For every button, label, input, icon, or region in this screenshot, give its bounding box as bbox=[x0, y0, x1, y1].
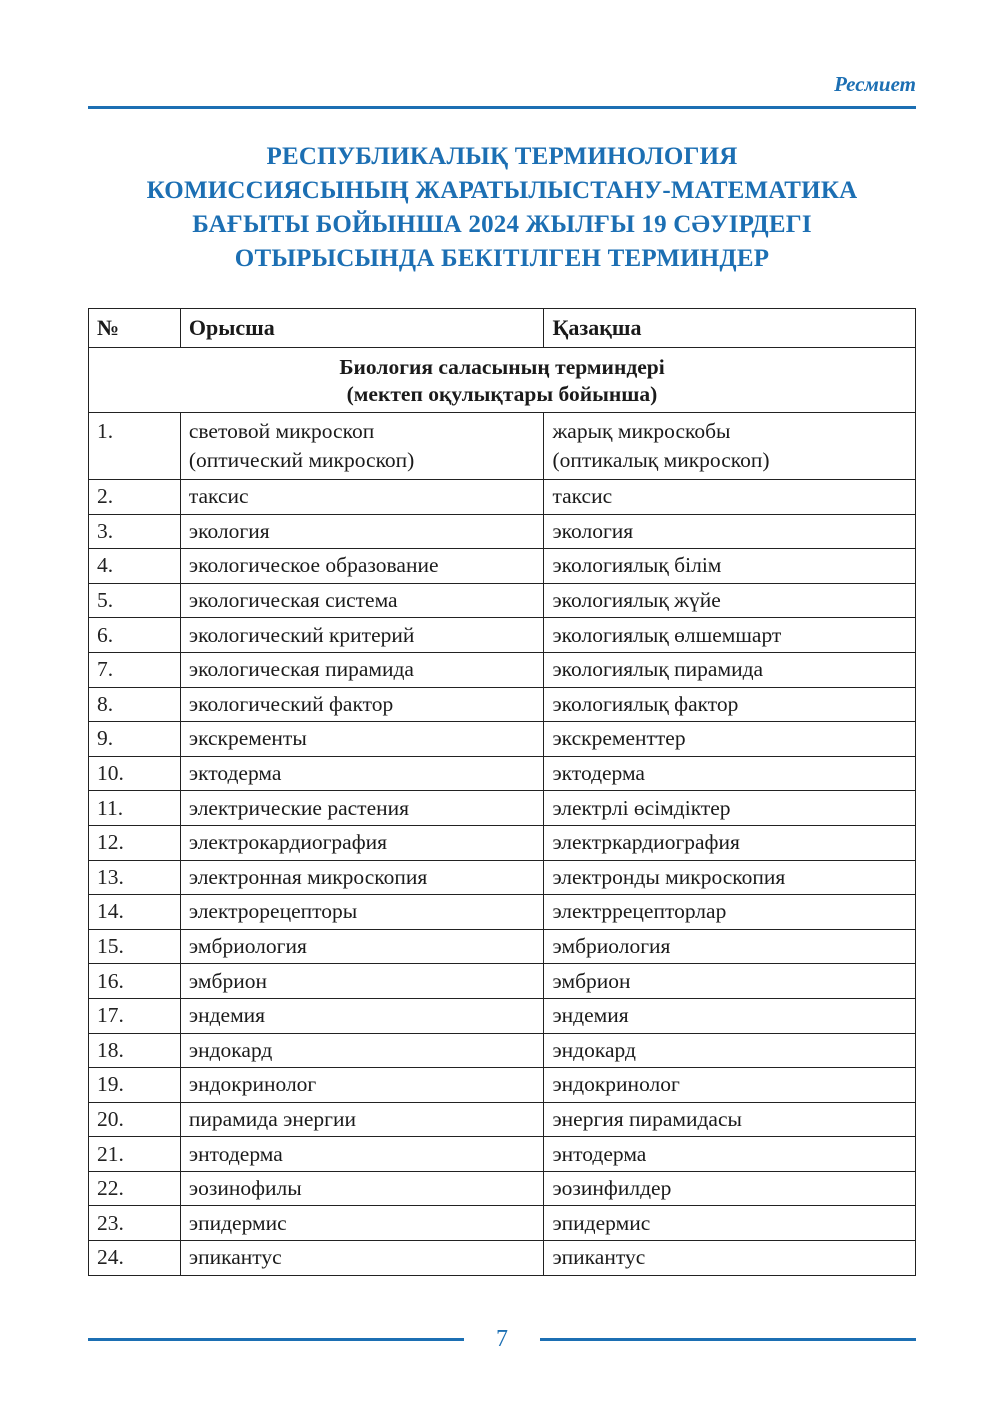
russian-term-line: электрические растения bbox=[188, 795, 410, 820]
kazakh-term bbox=[544, 791, 916, 826]
header-rule bbox=[88, 106, 916, 109]
russian-term bbox=[180, 480, 544, 515]
russian-term bbox=[180, 1171, 544, 1206]
kazakh-term-line: электркардиография bbox=[552, 830, 740, 855]
row-number: 23. bbox=[89, 1206, 181, 1241]
table-row bbox=[89, 1033, 916, 1068]
russian-term bbox=[180, 618, 544, 653]
table-row bbox=[89, 480, 916, 515]
russian-term bbox=[180, 756, 544, 791]
kazakh-term-line: эндокринолог bbox=[552, 1072, 680, 1097]
russian-term-line: экология bbox=[188, 518, 270, 543]
russian-term-line: экологический критерий bbox=[188, 622, 415, 647]
kazakh-term bbox=[544, 549, 916, 584]
russian-term bbox=[180, 895, 544, 930]
table-row bbox=[89, 756, 916, 791]
footer-rule-right bbox=[540, 1338, 916, 1341]
table-row bbox=[89, 1102, 916, 1137]
table-row bbox=[89, 652, 916, 687]
kazakh-term-line: экологиялық фактор bbox=[552, 691, 739, 716]
russian-term-line: эпидермис bbox=[188, 1210, 287, 1235]
row-number: 11. bbox=[89, 791, 181, 826]
row-number: 18. bbox=[89, 1033, 181, 1068]
table-row bbox=[89, 998, 916, 1033]
page-number: 7 bbox=[496, 1326, 508, 1352]
kazakh-term bbox=[544, 722, 916, 757]
column-header-russian: Орысша bbox=[180, 309, 544, 348]
running-head: Ресмиет bbox=[834, 72, 916, 96]
kazakh-term bbox=[544, 1171, 916, 1206]
kazakh-term-line: экскременттер bbox=[552, 726, 686, 751]
table-row bbox=[89, 583, 916, 618]
table-row bbox=[89, 413, 916, 480]
kazakh-term-line: эмбрион bbox=[552, 968, 631, 993]
section-title: Биология саласының терминдері bbox=[339, 355, 665, 379]
russian-term bbox=[180, 1137, 544, 1172]
russian-term bbox=[180, 1102, 544, 1137]
row-number: 22. bbox=[89, 1171, 181, 1206]
russian-term-line: световой микроскоп bbox=[188, 419, 375, 443]
kazakh-term bbox=[544, 1033, 916, 1068]
row-number: 19. bbox=[89, 1068, 181, 1103]
row-number: 24. bbox=[89, 1241, 181, 1276]
table-row bbox=[89, 514, 916, 549]
kazakh-term-line: электронды микроскопия bbox=[552, 864, 786, 889]
russian-term-line: экологическое образование bbox=[188, 553, 439, 578]
table-row bbox=[89, 1241, 916, 1276]
russian-term bbox=[180, 413, 544, 480]
title-line: РЕСПУБЛИКАЛЫҚ ТЕРМИНОЛОГИЯ bbox=[266, 143, 738, 170]
table-row bbox=[89, 1137, 916, 1172]
russian-term bbox=[180, 964, 544, 999]
column-header-number: № bbox=[89, 309, 181, 348]
table-row bbox=[89, 964, 916, 999]
kazakh-term-line: таксис bbox=[552, 484, 613, 509]
terms-table bbox=[88, 308, 916, 1276]
kazakh-term-line: экологиялық пирамида bbox=[552, 657, 764, 682]
table-row bbox=[89, 1171, 916, 1206]
row-number: 5. bbox=[89, 583, 181, 618]
row-number: 3. bbox=[89, 514, 181, 549]
kazakh-term bbox=[544, 514, 916, 549]
russian-term-line: эозинофилы bbox=[188, 1176, 302, 1201]
table-row bbox=[89, 722, 916, 757]
russian-term bbox=[180, 1241, 544, 1276]
row-number: 4. bbox=[89, 549, 181, 584]
russian-term bbox=[180, 860, 544, 895]
russian-term bbox=[180, 583, 544, 618]
table-row bbox=[89, 860, 916, 895]
russian-term-line: таксис bbox=[188, 484, 249, 509]
section-heading-row bbox=[89, 348, 916, 413]
table-header-row bbox=[89, 309, 916, 348]
table-row bbox=[89, 618, 916, 653]
russian-term bbox=[180, 722, 544, 757]
russian-term-line: эндемия bbox=[188, 1003, 266, 1028]
kazakh-term-line: эпикантус bbox=[552, 1245, 646, 1270]
row-number: 1. bbox=[89, 413, 181, 480]
kazakh-term-line: экологиялық жүйе bbox=[552, 588, 721, 613]
kazakh-term-line: эпидермис bbox=[552, 1210, 651, 1235]
kazakh-term bbox=[544, 895, 916, 930]
kazakh-term-line: эктодерма bbox=[552, 761, 645, 786]
russian-term-line: эндокринолог bbox=[188, 1072, 317, 1097]
kazakh-term-line: экологиялық білім bbox=[552, 553, 722, 578]
kazakh-term-line: электрлі өсімдіктер bbox=[552, 795, 731, 820]
russian-term-line: экологический фактор bbox=[188, 691, 394, 716]
kazakh-term-line: эндемия bbox=[552, 1003, 629, 1028]
kazakh-term bbox=[544, 1137, 916, 1172]
russian-term bbox=[180, 825, 544, 860]
russian-term bbox=[180, 1033, 544, 1068]
row-number: 14. bbox=[89, 895, 181, 930]
document-title bbox=[60, 140, 944, 276]
kazakh-term bbox=[544, 1206, 916, 1241]
russian-term bbox=[180, 549, 544, 584]
kazakh-term-line: эндокард bbox=[552, 1037, 636, 1062]
row-number: 17. bbox=[89, 998, 181, 1033]
footer-rule-left bbox=[88, 1338, 464, 1341]
section-subtitle: (мектеп оқулықтары бойынша) bbox=[346, 382, 658, 406]
row-number: 20. bbox=[89, 1102, 181, 1137]
kazakh-term bbox=[544, 1241, 916, 1276]
russian-term-line: экскременты bbox=[188, 726, 307, 751]
kazakh-term bbox=[544, 480, 916, 515]
kazakh-term bbox=[544, 1068, 916, 1103]
kazakh-term bbox=[544, 583, 916, 618]
row-number: 8. bbox=[89, 687, 181, 722]
kazakh-term-line: экологиялық өлшемшарт bbox=[552, 622, 782, 647]
table-row bbox=[89, 1068, 916, 1103]
kazakh-term-line: жарық микроскобы bbox=[552, 419, 731, 443]
kazakh-term bbox=[544, 756, 916, 791]
russian-term bbox=[180, 687, 544, 722]
kazakh-term bbox=[544, 929, 916, 964]
russian-term-line: эмбриология bbox=[188, 934, 307, 959]
kazakh-term bbox=[544, 413, 916, 480]
row-number: 6. bbox=[89, 618, 181, 653]
kazakh-term bbox=[544, 618, 916, 653]
kazakh-term-line: электррецепторлар bbox=[552, 899, 727, 924]
russian-term-line: пирамида энергии bbox=[188, 1106, 356, 1131]
kazakh-term bbox=[544, 687, 916, 722]
russian-term bbox=[180, 1068, 544, 1103]
russian-term-line: эндокард bbox=[188, 1037, 273, 1062]
row-number: 10. bbox=[89, 756, 181, 791]
table-row bbox=[89, 825, 916, 860]
title-line: КОМИССИЯСЫНЫҢ ЖАРАТЫЛЫСТАНУ-МАТЕМАТИКА bbox=[146, 177, 858, 204]
kazakh-term-line: эозинфилдер bbox=[552, 1176, 672, 1201]
russian-term-line: эктодерма bbox=[188, 761, 282, 786]
russian-term bbox=[180, 791, 544, 826]
kazakh-term-line: энергия пирамидасы bbox=[552, 1106, 742, 1131]
russian-term-line: экологическая пирамида bbox=[188, 657, 414, 682]
row-number: 2. bbox=[89, 480, 181, 515]
row-number: 13. bbox=[89, 860, 181, 895]
russian-term-line: эпикантус bbox=[188, 1245, 282, 1270]
russian-term-line: (оптический микроскоп) bbox=[188, 448, 415, 472]
kazakh-term bbox=[544, 860, 916, 895]
russian-term-line: электрорецепторы bbox=[188, 899, 358, 924]
russian-term-line: электронная микроскопия bbox=[188, 864, 428, 889]
table-row bbox=[89, 687, 916, 722]
russian-term-line: эмбрион bbox=[188, 968, 267, 993]
title-line: БАҒЫТЫ БОЙЫНША 2024 ЖЫЛҒЫ 19 СӘУІРДЕГІ bbox=[192, 211, 812, 238]
russian-term bbox=[180, 1206, 544, 1241]
row-number: 15. bbox=[89, 929, 181, 964]
column-header-kazakh: Қазақша bbox=[544, 309, 916, 348]
kazakh-term bbox=[544, 652, 916, 687]
row-number: 12. bbox=[89, 825, 181, 860]
table-row bbox=[89, 791, 916, 826]
row-number: 9. bbox=[89, 722, 181, 757]
kazakh-term-line: экология bbox=[552, 518, 634, 543]
row-number: 21. bbox=[89, 1137, 181, 1172]
russian-term-line: экологическая система bbox=[188, 588, 398, 613]
table-row bbox=[89, 1206, 916, 1241]
russian-term bbox=[180, 652, 544, 687]
row-number: 7. bbox=[89, 652, 181, 687]
kazakh-term bbox=[544, 964, 916, 999]
row-number: 16. bbox=[89, 964, 181, 999]
russian-term-line: электрокардиография bbox=[188, 830, 388, 855]
kazakh-term bbox=[544, 998, 916, 1033]
russian-term bbox=[180, 929, 544, 964]
table-row bbox=[89, 929, 916, 964]
kazakh-term bbox=[544, 1102, 916, 1137]
title-line: ОТЫРЫСЫНДА БЕКІТІЛГЕН ТЕРМИНДЕР bbox=[234, 245, 770, 272]
kazakh-term-line: (оптикалық микроскоп) bbox=[552, 448, 770, 472]
russian-term-line: энтодерма bbox=[188, 1141, 283, 1166]
russian-term bbox=[180, 998, 544, 1033]
table-row bbox=[89, 895, 916, 930]
table-row bbox=[89, 549, 916, 584]
kazakh-term-line: эмбриология bbox=[552, 934, 671, 959]
kazakh-term-line: энтодерма bbox=[552, 1141, 647, 1166]
russian-term bbox=[180, 514, 544, 549]
section-heading bbox=[89, 348, 916, 413]
kazakh-term bbox=[544, 825, 916, 860]
